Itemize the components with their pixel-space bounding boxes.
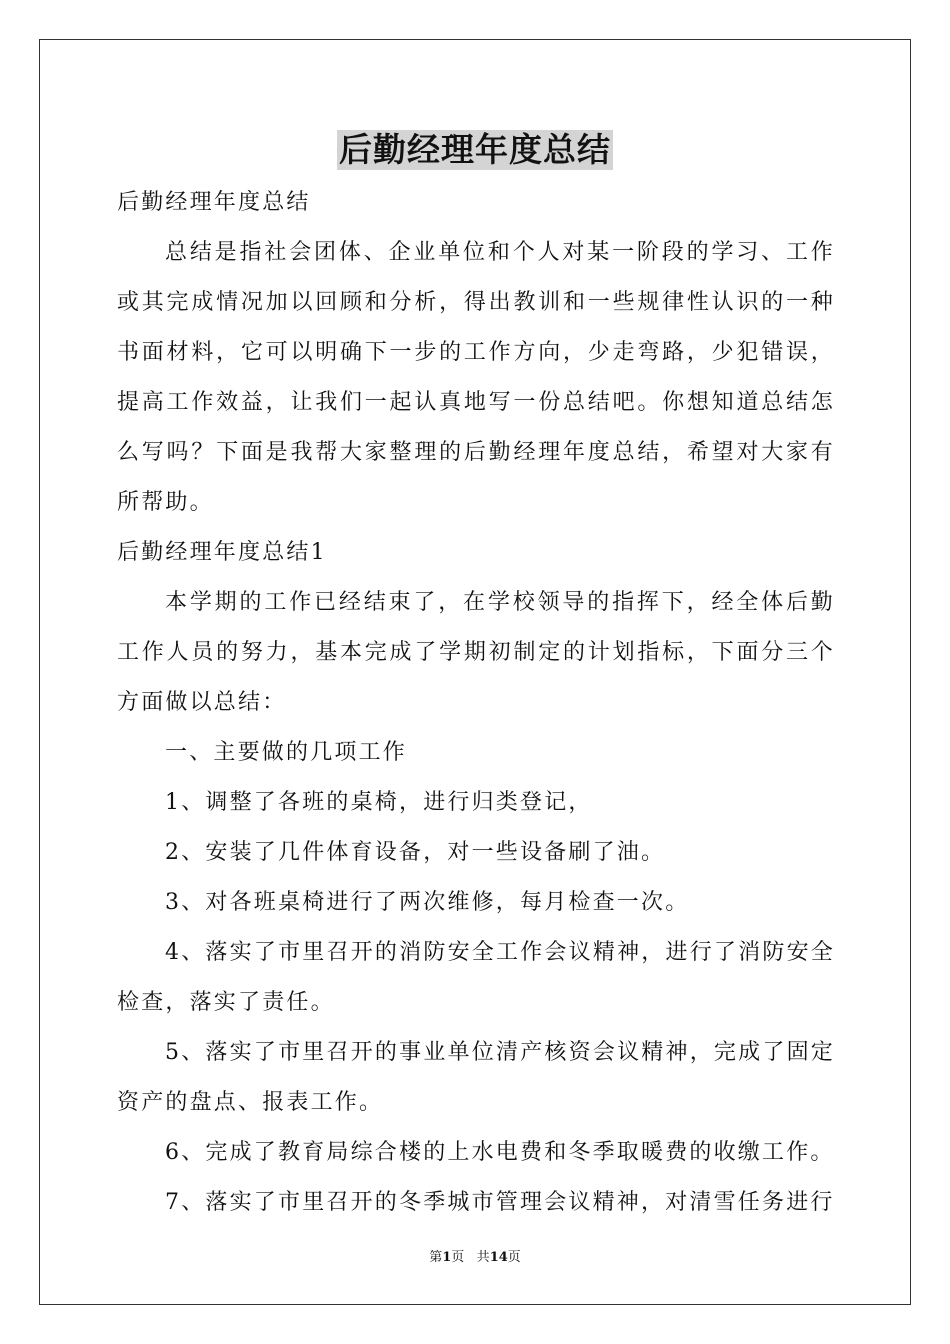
paragraph-summary-intro: 本学期的工作已经结束了，在学校领导的指挥下，经全体后勤工作人员的努力，基本完成了学期初制定的计划指标，下面分三个方面做以总结： — [117, 590, 835, 715]
footer-total-suffix: 页 — [507, 1250, 521, 1265]
list-item-3: 3、对各班桌椅进行了两次维修，每月检查一次。 — [165, 890, 690, 915]
paragraph-subtitle: 后勤经理年度总结 — [117, 190, 311, 215]
list-item-5: 5、落实了市里召开的事业单位清产核资会议精神，完成了固定资产的盘点、报表工作。 — [117, 1040, 835, 1115]
document-body — [117, 178, 835, 1228]
section-heading-1: 后勤经理年度总结1 — [117, 540, 327, 565]
document-title: 后勤经理年度总结 — [339, 130, 611, 169]
list-item-4: 4、落实了市里召开的消防安全工作会议精神，进行了消防安全检查，落实了责任。 — [117, 940, 835, 1015]
footer-page-suffix: 页 — [451, 1250, 465, 1265]
footer-total-pages: 14 — [489, 1250, 508, 1265]
list-item-1: 1、调整了各班的桌椅，进行归类登记， — [165, 790, 593, 815]
page-footer — [0, 1246, 950, 1265]
paragraph-intro: 总结是指社会团体、企业单位和个人对某一阶段的学习、工作或其完成情况加以回顾和分析，得出教训和一些规律性认识的一种书面材料，它可以明确下一步的工作方向，少走弯路，少犯错误，提高工作效益，让我们一起认真地写一份总结吧。你想知道总结怎么写吗？下面是我帮大家整理的后勤经理年度总结，希望对大家有所帮助。 — [117, 240, 835, 515]
subheading-main-work: 一、主要做的几项工作 — [165, 740, 408, 765]
list-item-7: 7、落实了市里召开的冬季城市管理会议精神，对清雪任务进行 — [165, 1190, 835, 1215]
footer-page-prefix: 第 — [429, 1250, 443, 1265]
footer-page-number: 1 — [442, 1250, 452, 1265]
title-wrap — [0, 130, 950, 170]
list-item-6: 6、完成了教育局综合楼的上水电费和冬季取暖费的收缴工作。 — [165, 1140, 835, 1165]
list-item-2: 2、安装了几件体育设备，对一些设备刷了油。 — [165, 840, 666, 865]
footer-total-prefix: 共 — [476, 1250, 490, 1265]
